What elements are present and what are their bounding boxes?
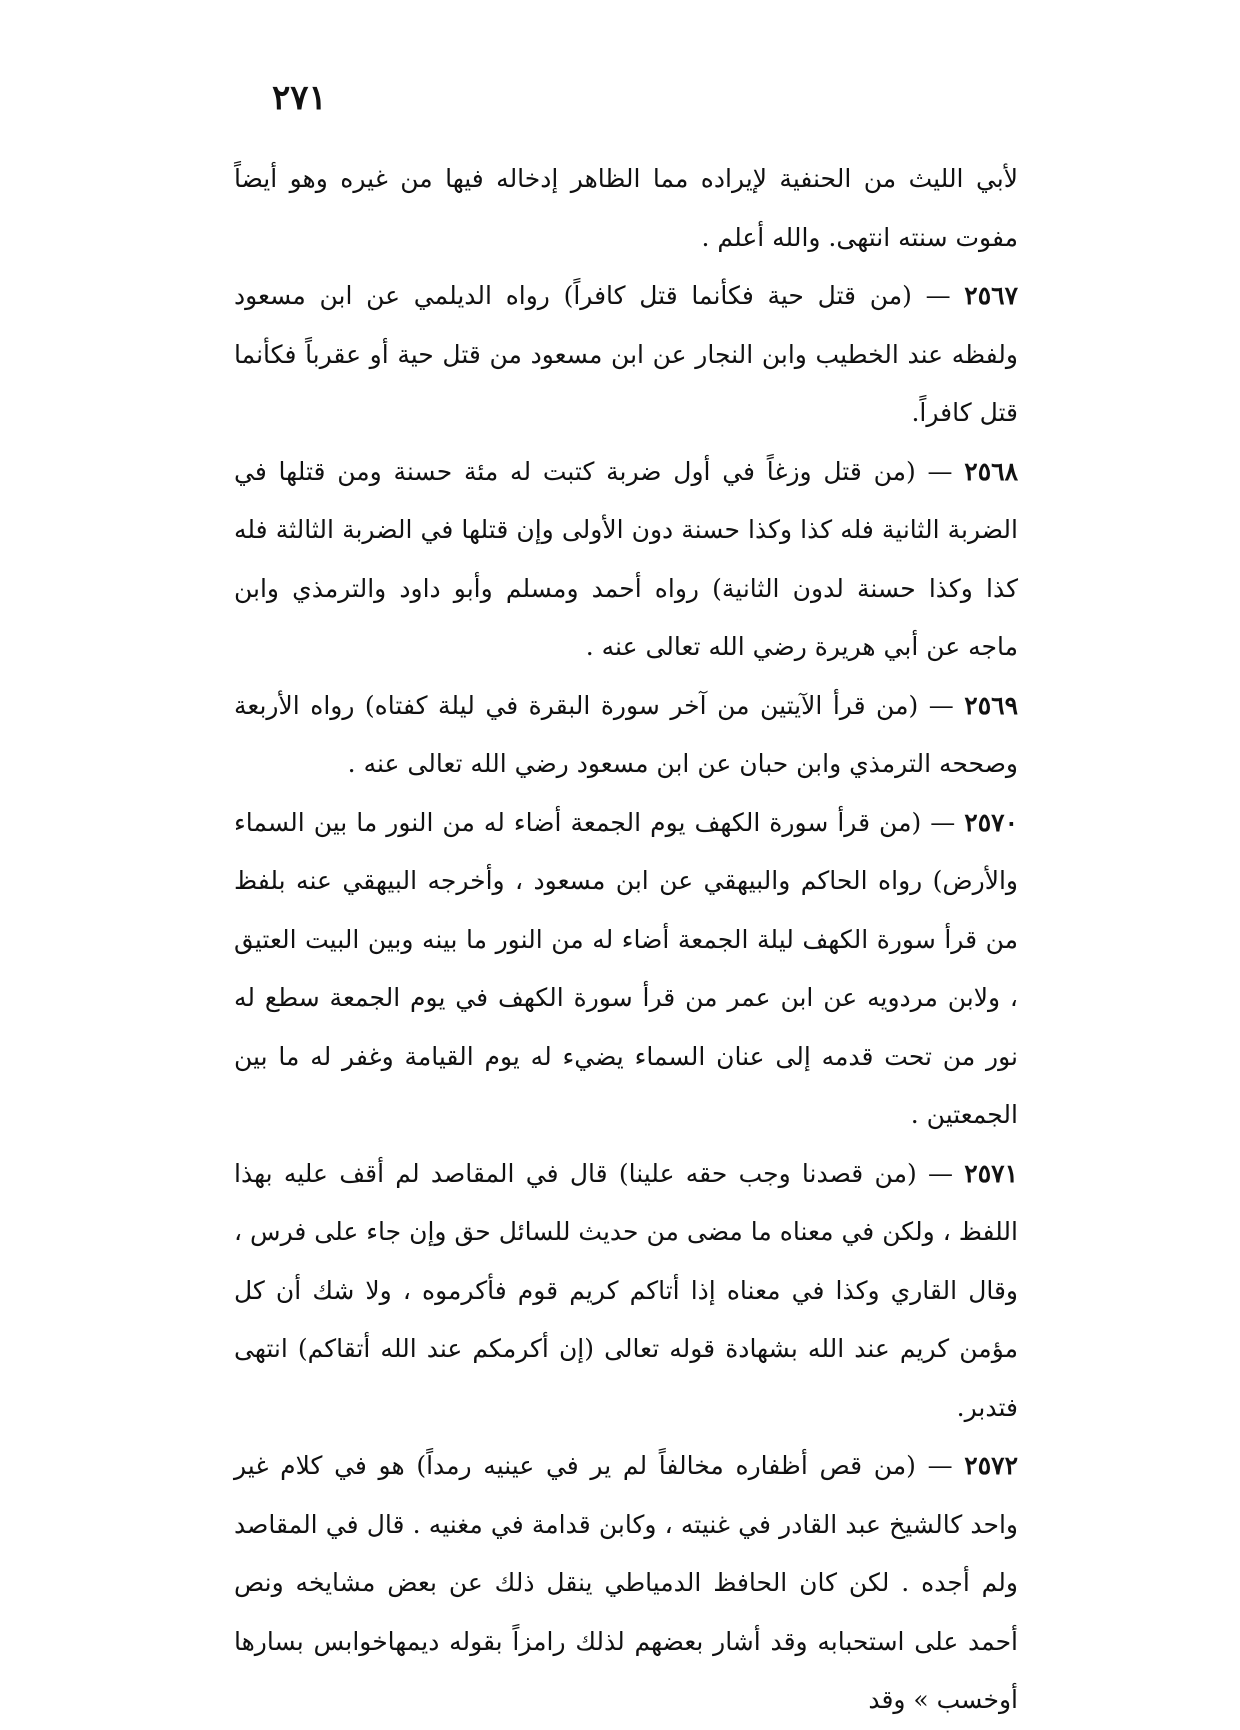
entry-text: — (من قتل وزغاً في أول ضربة كتبت له مئة حسنة ومن قتلها في الضربة الثانية فله كذا وكذا حسنة دون الأولى وإن قتلها في الضربة الثالثة فله كذا وكذا حسنة لدون الثانية) رواه أحمد ومسلم وأبو داود والترمذي وابن ماجه عن أبي هريرة رضي الله تعالى عنه .: [234, 456, 1018, 661]
entry-number: ٢٥٦٨: [964, 456, 1018, 486]
hadith-entry-2568: [234, 443, 1018, 677]
hadith-entry-2570: [234, 794, 1018, 1145]
hadith-entry-2572: [234, 1437, 1018, 1730]
entry-number: ٢٥٧٠: [964, 807, 1018, 837]
entry-text: — (من قرأ الآيتين من آخر سورة البقرة في ليلة كفتاه) رواه الأربعة وصححه الترمذي وابن حبان عن ابن مسعود رضي الله تعالى عنه .: [234, 690, 1018, 778]
paragraph-continuation: [234, 150, 1018, 267]
page-number: ٢٧١: [272, 78, 327, 118]
entry-text: — (من قصدنا وجب حقه علينا) قال في المقاصد لم أقف عليه بهذا اللفظ ، ولكن في معناه ما مضى من حديث للسائل حق وإن جاء على فرس ، وقال القاري وكذا في معناه إذا أتاكم كريم قوم فأكرموه ، ولا شك أن كل مؤمن كريم عند الله بشهادة قوله تعالى (إن أكرمكم عند الله أتقاكم) انتهى فتدبر.: [234, 1158, 1018, 1422]
body-text: [234, 150, 1018, 1730]
entry-number: ٢٥٧١: [964, 1158, 1019, 1188]
hadith-entry-2567: [234, 267, 1018, 443]
entry-text: — (من قرأ سورة الكهف يوم الجمعة أضاء له من النور ما بين السماء والأرض) رواه الحاكم والبيهقي عن ابن مسعود ، وأخرجه البيهقي عنه بلفظ من قرأ سورة الكهف ليلة الجمعة أضاء له من النور ما بينه وبين البيت العتيق ، ولابن مردويه عن ابن عمر من قرأ سورة الكهف في يوم الجمعة سطع له نور من تحت قدمه إلى عنان السماء يضيء له يوم القيامة وغفر له ما بين الجمعتين .: [234, 807, 1018, 1129]
entry-number: ٢٥٦٧: [964, 281, 1018, 310]
hadith-entry-2569: [234, 677, 1018, 794]
paragraph-text: لأبي الليث من الحنفية لإيراده مما الظاهر إدخاله فيها من غيره وهو أيضاً مفوت سنته انتهى. والله أعلم .: [234, 164, 1018, 252]
entry-number: ٢٥٦٩: [964, 690, 1018, 720]
entry-text: — (من قتل حية فكأنما قتل كافراً) رواه الديلمي عن ابن مسعود ولفظه عند الخطيب وابن النجار عن ابن مسعود من قتل حية أو عقرباً فكأنما قتل كافراً.: [234, 281, 1018, 427]
hadith-entry-2571: [234, 1145, 1018, 1438]
entry-number: ٢٥٧٢: [964, 1451, 1018, 1480]
entry-text: — (من قص أظفاره مخالفاً لم ير في عينيه رمداً) هو في كلام غير واحد كالشيخ عبد القادر في غنيته ، وكابن قدامة في مغنيه . قال في المقاصد ولم أجده . لكن كان الحافظ الدمياطي ينقل ذلك عن بعض مشايخه ونص أحمد على استحبابه وقد أشار بعضهم لذلك رامزاً بقوله ديمهاخوابس بسارها أوخسب » وقد: [234, 1451, 1018, 1714]
